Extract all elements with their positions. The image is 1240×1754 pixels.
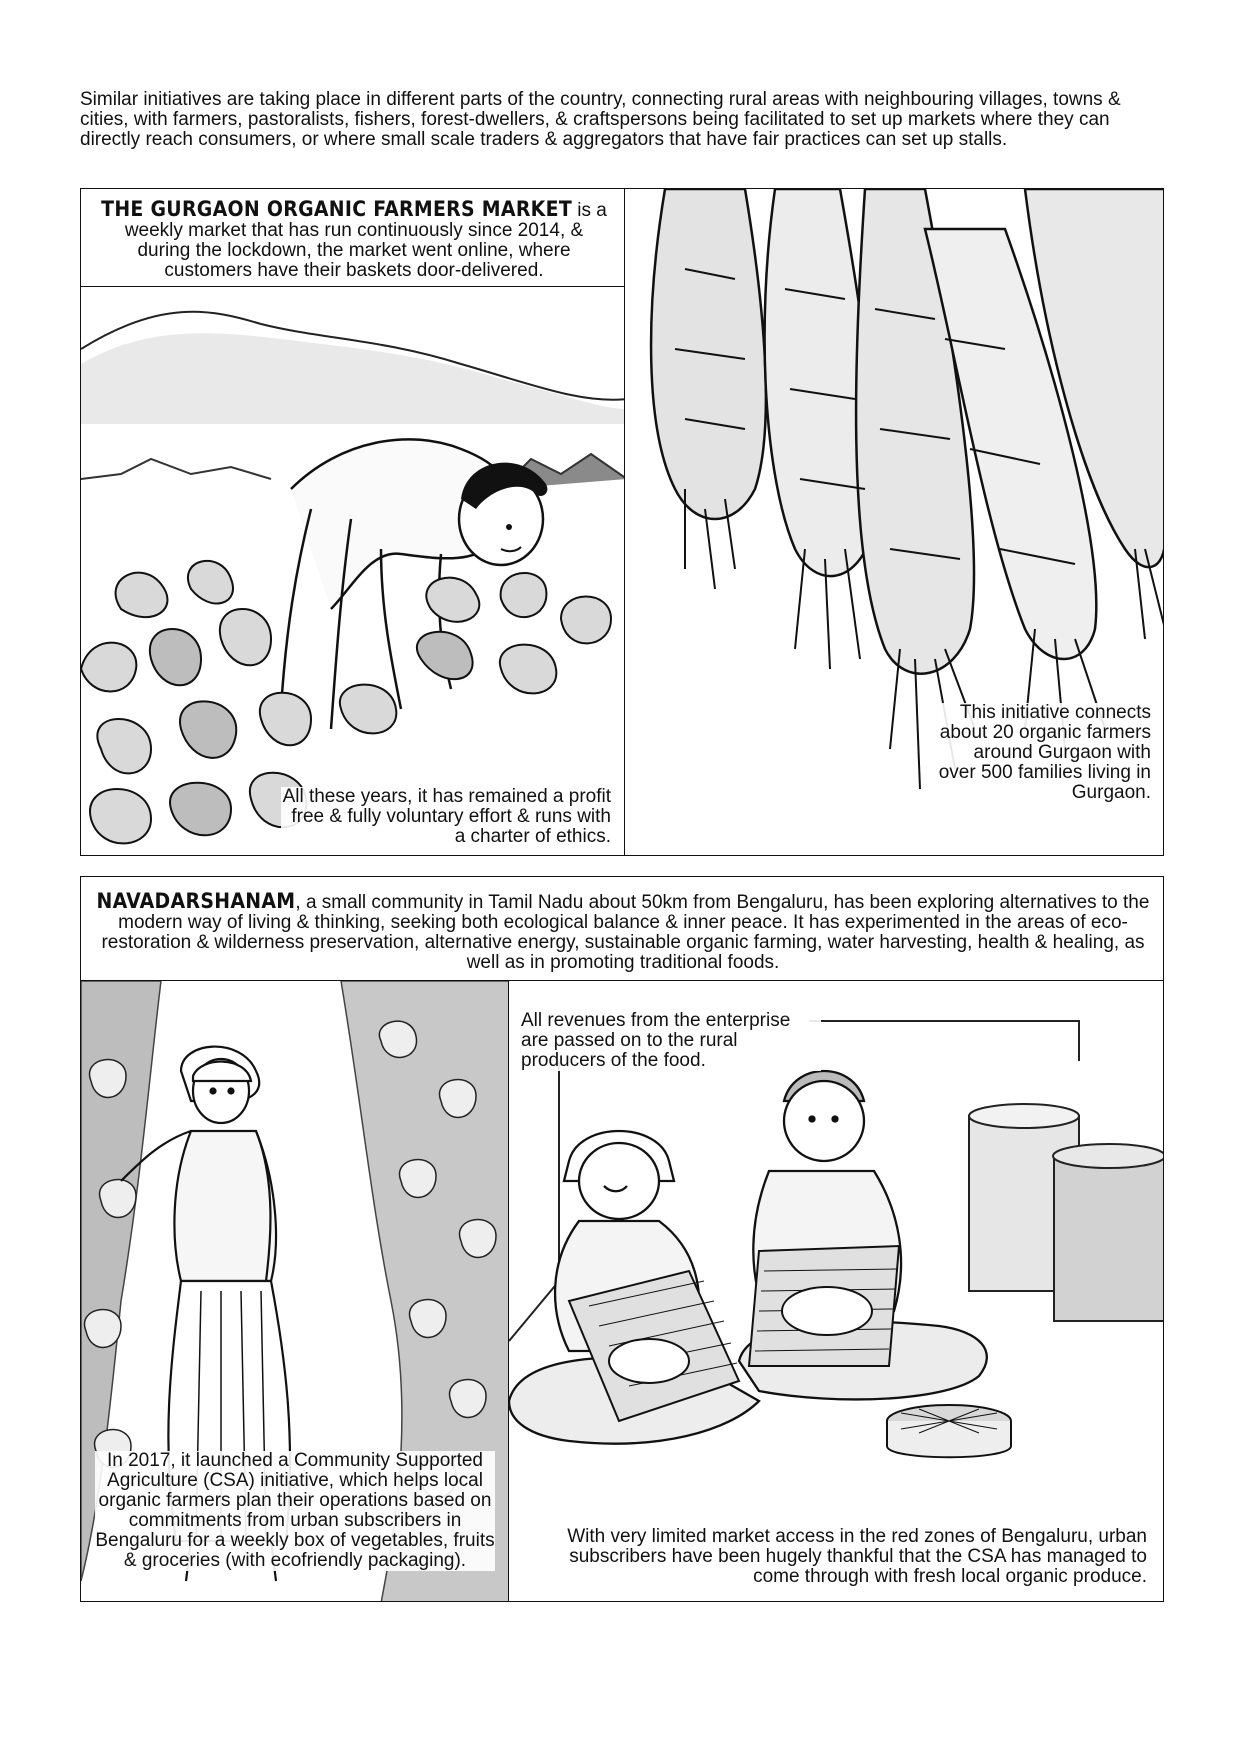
gurgaon-reach-note: This initiative connects about 20 organic farmers around Gurgaon with over 500 families living in Gurgaon. [935, 703, 1151, 803]
gurgaon-caption-text: is a weekly market that has run continuously since 2014, & during the lockdown, the market went online, where customers have their baskets door-delivered. [124, 200, 607, 281]
csa-note: In 2017, it launched a Community Supported Agriculture (CSA) initiative, which helps local organic farmers plan their operations based on commitments from urban subscribers in Bengaluru for a weekly box of vegetables, fruits & groceries (with ecofriendly packaging). [95, 1450, 495, 1571]
sorting-grain-illustration [509, 981, 1164, 1602]
market-access-note: With very limited market access in the red zones of Bengaluru, urban subscribers have been hugely thankful that the CSA has managed to come through with fresh local organic produce. [543, 1527, 1147, 1587]
navadarshanam-caption-text: , a small community in Tamil Nadu about 50km from Bengaluru, has been exploring alternatives to the modern way of living & thinking, seeking both ecological balance & inner peace. It has experimented in the areas of eco-restoration & wilderness preservation, alternative energy, sustainable organic farming, water harvesting, health & healing, as well as in promoting traditional foods. [101, 892, 1150, 973]
gurgaon-caption [81, 189, 626, 287]
navadarshanam-caption [81, 891, 1164, 973]
panel-woman-leaves [80, 980, 510, 1602]
navadarshanam-name: NAVADARSHANAM [96, 889, 296, 913]
ethics-note: All these years, it has remained a profit free & fully voluntary effort & runs with a charter of ethics. [282, 786, 611, 847]
revenue-note: All revenues from the enterprise are passed on to the rural producers of the food. [521, 1011, 821, 1071]
panel-carrots [624, 188, 1164, 856]
intro-paragraph: Similar initiatives are taking place in different parts of the country, connecting rural areas with neighbouring villages, towns & cities, with farmers, pastoralists, fishers, forest-dwellers, & craftspersons being facilitated to set up markets where they can directly reach consumers, or where small scale traders & aggregators that have fair practices can set up stalls. [80, 89, 1121, 150]
farmer-field-illustration [81, 189, 626, 856]
panel-farmer-field [80, 188, 626, 856]
gurgaon-market-name: THE GURGAON ORGANIC FARMERS MARKET [101, 197, 573, 221]
panel-sorting-grain [508, 980, 1164, 1602]
panel-navadarshanam-caption [80, 876, 1164, 982]
